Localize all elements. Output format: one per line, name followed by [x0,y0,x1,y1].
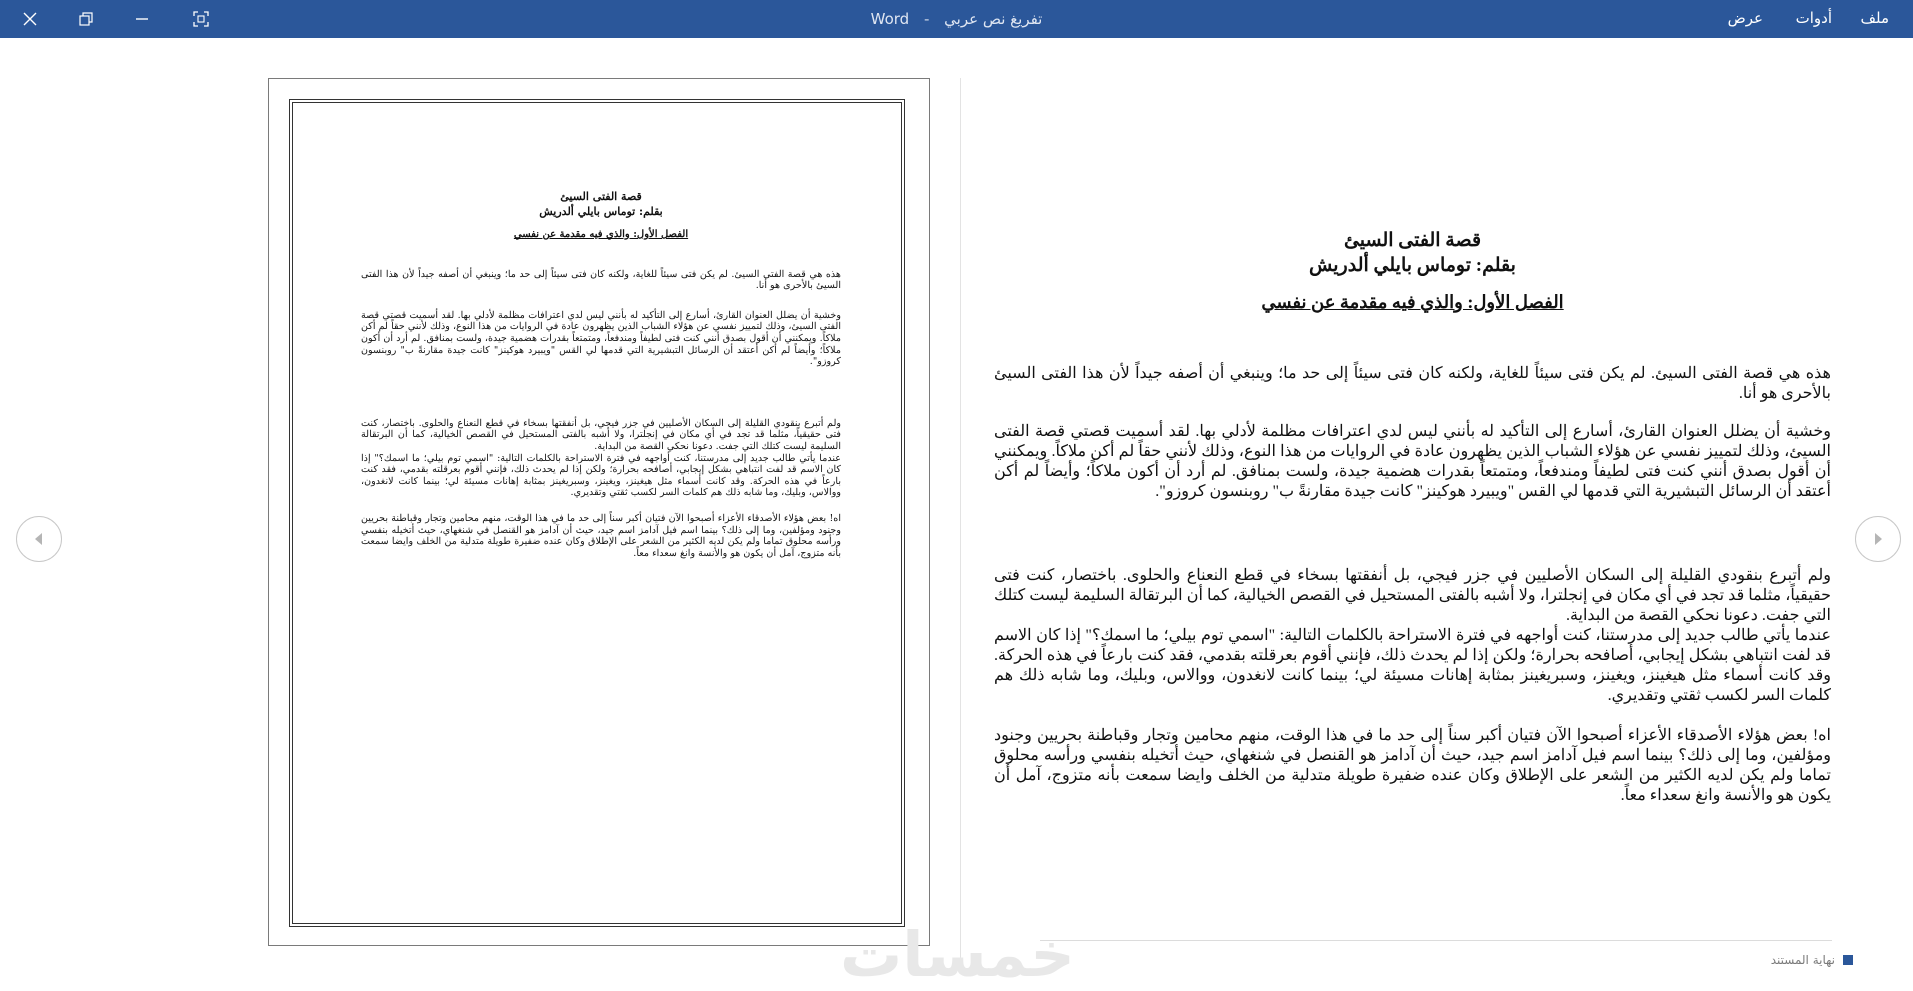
page-thumbnail[interactable] [268,78,930,946]
document-view [0,38,1913,991]
document-body[interactable] [994,228,1831,806]
app-name: Word [870,10,910,28]
thumbnail-paragraph: ولم أتبرع بنقودي القليلة إلى السكان الأصليين في جزر فيجي، بل أنفقتها بسخاء في قطع النعناع والحلوى. باختصار، كنت فتى حقيقياً، مثلما قد تجد في أي مكان في إنجلترا، ولا أشبه بالفتى المستحيل في القصص الخيالية، كما أن البرتقالة السليمة ليست كتلك التي جفت. دعونا نحكي القصة من البداية. [361,417,841,452]
end-marker-icon [1843,955,1853,965]
paragraph: ولم أتبرع بنقودي القليلة إلى السكان الأصليين في جزر فيجي، بل أنفقتها بسخاء في قطع النعناع والحلوى. باختصار، كنت فتى حقيقياً، مثلما قد تجد في أي مكان في إنجلترا، ولا أشبه بالفتى المستحيل في القصص الخيالية، كما أن البرتقالة السليمة ليست كتلك التي جفت. دعونا نحكي القصة من البداية. [994,567,1832,624]
end-of-document-marker [1771,953,1853,967]
thumbnail-chapter: الفصل الأول: والذي فيه مقدمة عن نفسي [513,229,689,240]
thumbnail-title: قصة الفتى السيئ [560,190,642,203]
paragraph: عندما يأتي طالب جديد إلى مدرستنا، كنت أواجهه في فترة الاستراحة بالكلمات التالية: "اسمي توم بيلي؛ ما اسمك؟" إذا كان الاسم قد لفت انتباهي بشكل إيجابي، أصافحه بحرارة؛ ولكن إذا لم يحدث ذلك، فإنني أقوم بعرقلته بقدمي، فقد كنت بارعاً في هذه الحركة. وقد كانت أسماء مثل هيغينز، ويغينز، وسبريغينز بمثابة إهانات مسيئة لي؛ بينما كانت لانغدون، ووالاس، وبليك، وما شابه ذلك هم كلمات السر لكسب ثقتي وتقديري. [994,627,1832,704]
next-page-button[interactable] [1855,516,1901,562]
document-name: تفريغ نص عربي [944,10,1043,28]
paragraph: هذه هي قصة الفتى السيئ. لم يكن فتى سيئاً للغاية، ولكنه كان فتى سيئاً إلى حد ما؛ وينبغي أن أصفه جيداً لأن هذا الفتى السيئ بالأحرى هو أنا. [994,365,1831,402]
thumbnail-paragraph: عندما يأتي طالب جديد إلى مدرستنا، كنت أواجهه في فترة الاستراحة بالكلمات التالية: "اسمي توم بيلي؛ ما اسمك؟" إذا كان الاسم قد لفت انتباهي بشكل إيجابي، أصافحه بحرارة؛ ولكن إذا لم يحدث ذلك، فإنني أقوم بعرقلته بقدمي، فقد كنت بارعاً في هذه الحركة. وقد كانت أسماء مثل هيغينز، ويغينز، وسبريغينز بمثابة إهانات مسيئة لي؛ بينما كانت لانغدون، ووالاس، وبليك، وما شابه ذلك هم كلمات السر لكسب ثقتي وتقديري. [361,452,841,499]
document-author: بقلم: توماس بايلي ألدريش [1309,255,1516,276]
document-title: قصة الفتى السيئ [1343,230,1482,251]
previous-page-button[interactable] [16,516,62,562]
window-title [0,10,1913,28]
thumbnail-content [361,189,841,559]
end-of-document-line [1040,940,1832,941]
watermark-logo: خمسات [840,918,1075,991]
thumbnail-paragraph: اه! بعض هؤلاء الأصدقاء الأعزاء أصبحوا الآن فتيان أكبر سناً إلى حد ما في هذا الوقت، منهم محامين وتجار وقباطنة بحريين وجنود ومؤلفين، وما إلى ذلك؟ بينما اسم فيل آدامز اسم جيد، حيث أن آدامز هو القنصل في شنغهاي، حيث أتخيله بنفسي ورأسه محلوق تماما ولم يكن لديه الكثير من الشعر على الإطلاق وكان عنده ضفيرة طويلة متدلية من الخلف وايضا سمعت بأنه متزوج، آمل أن يكون هو والأنسة وانغ سعداء معاً. [361,512,841,559]
menu-file[interactable]: ملف [1860,9,1889,27]
title-separator: - [923,10,930,28]
paragraph: اه! بعض هؤلاء الأصدقاء الأعزاء أصبحوا الآن فتيان أكبر سناً إلى حد ما في هذا الوقت، منهم محامين وتجار وقباطنة بحريين وجنود ومؤلفين، وما إلى ذلك؟ بينما اسم فيل آدامز اسم جيد، حيث أن آدامز هو القنصل في شنغهاي، حيث أتخيله بنفسي ورأسه محلوق تماما ولم يكن لديه الكثير من الشعر على الإطلاق وكان عنده ضفيرة طويلة متدلية من الخلف وايضا سمعت بأنه متزوج، آمل أن يكون هو والأنسة وانغ سعداء معاً. [994,727,1832,804]
title-bar [0,0,1913,38]
end-of-document-label: نهاية المستند [1770,953,1835,967]
menu-tools[interactable]: أدوات [1795,9,1832,27]
pane-divider [960,78,961,958]
chapter-heading: الفصل الأول: والذي فيه مقدمة عن نفسي [1261,292,1564,312]
paragraph: وخشية أن يضلل العنوان القارئ، أسارع إلى التأكيد له بأنني ليس لدي اعترافات مظلمة لأدلي بها. لقد أسميت قصتي قصة الفتى السيئ، وذلك لتمييز نفسي عن هؤلاء الشباب الذين يظهرون عادة في الروايات من هذا النوع، وذلك لأنني حقاً لم أكن ملاكاً. ويمكنني أن أقول بصدق أنني كنت فتى لطيفاً ومندفعاً، ومتمتعاً بقدرات هضمية جيدة، ولست بمنافق. لم أرد أن أكون ملاكاً؛ وأيضاً لم أكن أعتقد أن الرسائل التبشيرية التي قدمها لي القس "ويبيرد هوكينز" كانت جيدة مقارنةً ب" روبنسون كروزو". [994,423,1832,500]
thumbnail-paragraph: هذه هي قصة الفتى السيئ. لم يكن فتى سيئاً للغاية، ولكنه كان فتى سيئاً إلى حد ما؛ وينبغي أن أصفه جيداً لأن هذا الفتى السيئ بالأحرى هو أنا. [361,268,841,292]
menu-view[interactable]: عرض [1727,9,1763,27]
thumbnail-paragraph: وخشية أن يضلل العنوان القارئ، أسارع إلى التأكيد له بأنني ليس لدي اعترافات مظلمة لأدلي بها. لقد أسميت قصتي قصة الفتى السيئ، وذلك لتمييز نفسي عن هؤلاء الشباب الذين يظهرون عادة في الروايات من هذا النوع، وذلك لأنني حقاً لم أكن ملاكاً. ويمكنني أن أقول بصدق أنني كنت فتى لطيفاً ومندفعاً، ومتمتعاً بقدرات هضمية جيدة، ولست بمنافق. لم أرد أن أكون ملاكاً؛ وأيضاً لم أكن أعتقد أن الرسائل التبشيرية التي قدمها لي القس "ويبيرد هوكينز" كانت جيدة مقارنةً ب" روبنسون كروزو". [361,309,841,368]
thumbnail-author: بقلم: توماس بايلي ألدريش [539,205,663,218]
